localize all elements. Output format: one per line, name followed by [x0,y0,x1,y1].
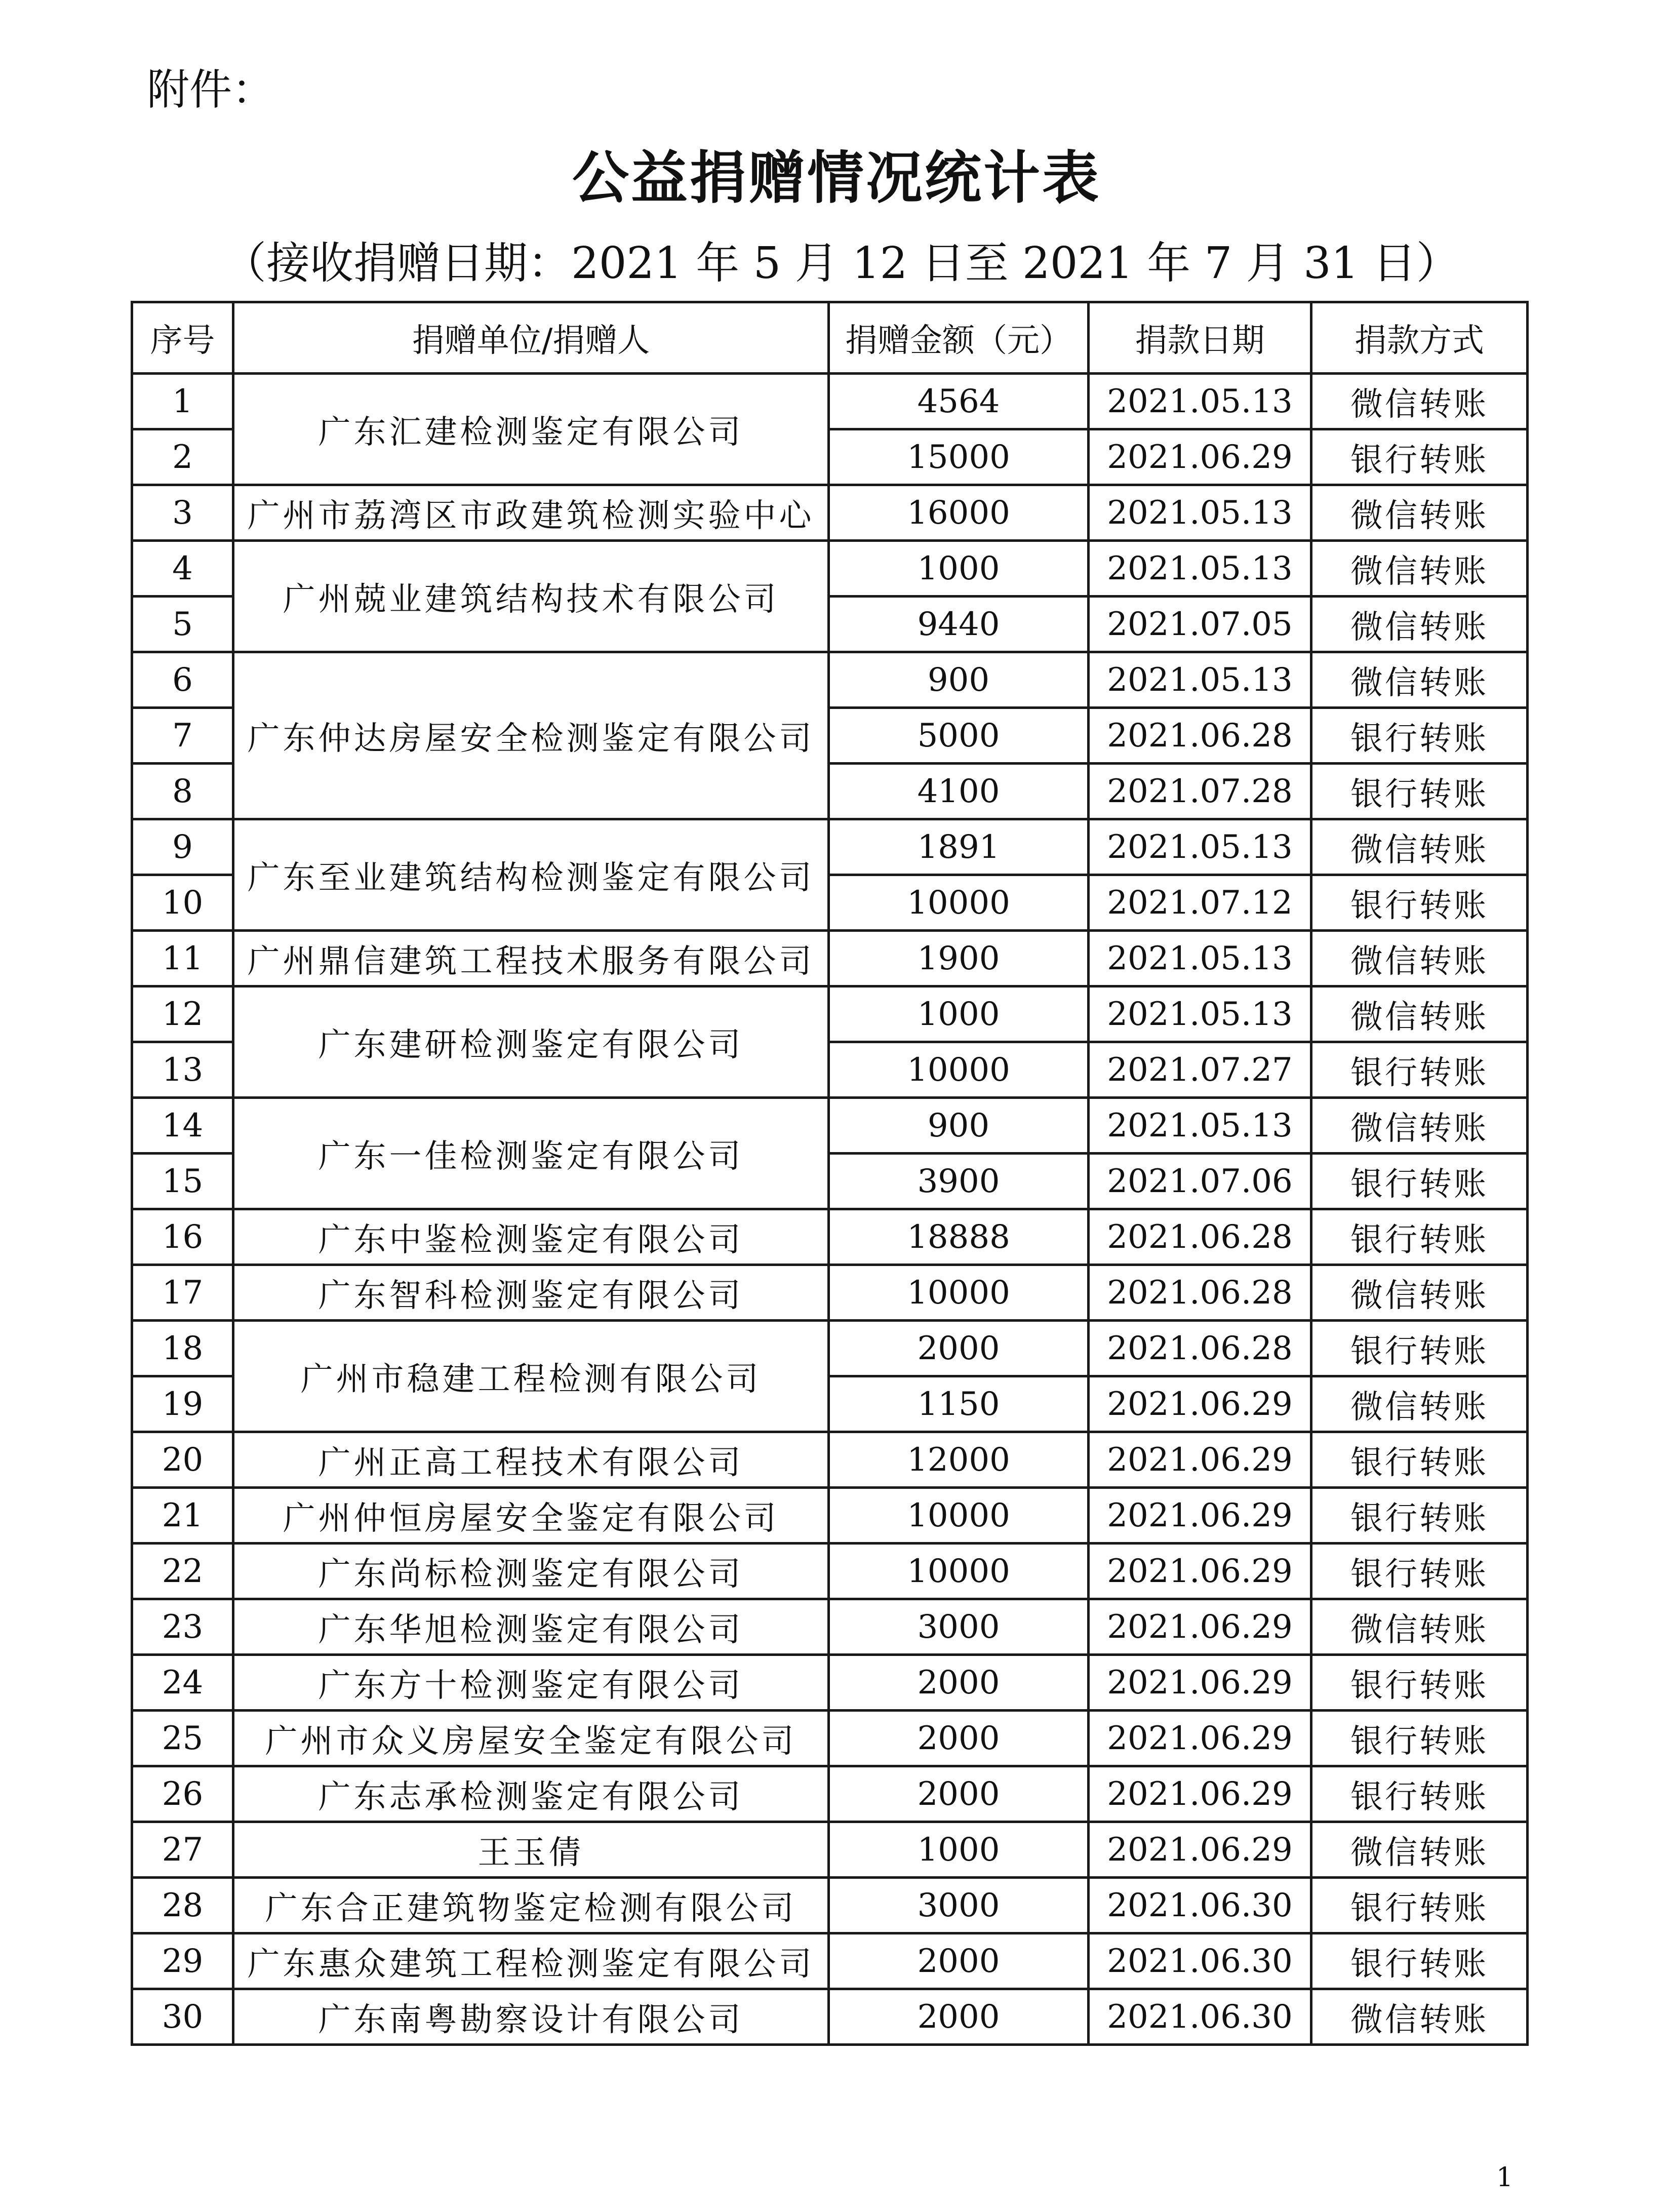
cell-amount: 1150 [829,1376,1089,1432]
page-number: 1 [1496,2162,1513,2193]
cell-date: 2021.07.12 [1089,875,1311,931]
cell-date: 2021.06.29 [1089,1376,1311,1432]
cell-amount: 2000 [829,1766,1089,1822]
cell-method: 微信转账 [1311,1599,1528,1655]
cell-amount: 10000 [829,1265,1089,1321]
cell-date: 2021.06.30 [1089,1989,1311,2045]
cell-amount: 1000 [829,541,1089,597]
table-row [132,1321,1528,1376]
table-row [132,1989,1528,2045]
table-row [132,986,1528,1042]
cell-no: 12 [132,986,233,1042]
column-header-donor: 捐赠单位/捐赠人 [233,302,829,374]
cell-no: 1 [132,374,233,429]
cell-no: 11 [132,931,233,986]
cell-method: 银行转账 [1311,1766,1528,1822]
cell-method: 微信转账 [1311,1376,1528,1432]
cell-donor: 广州正高工程技术有限公司 [233,1432,829,1488]
table-row [132,374,1528,429]
cell-amount: 10000 [829,875,1089,931]
cell-method: 银行转账 [1311,1154,1528,1209]
cell-amount: 900 [829,1098,1089,1154]
cell-method: 银行转账 [1311,1544,1528,1599]
cell-no: 4 [132,541,233,597]
cell-method: 银行转账 [1311,1042,1528,1098]
cell-method: 微信转账 [1311,485,1528,541]
cell-date: 2021.05.13 [1089,541,1311,597]
cell-no: 10 [132,875,233,931]
cell-method: 银行转账 [1311,1933,1528,1989]
cell-date: 2021.05.13 [1089,374,1311,429]
cell-date: 2021.05.13 [1089,931,1311,986]
cell-donor: 广东志承检测鉴定有限公司 [233,1766,829,1822]
cell-amount: 1900 [829,931,1089,986]
cell-method: 微信转账 [1311,1989,1528,2045]
cell-date: 2021.06.29 [1089,1544,1311,1599]
cell-date: 2021.05.13 [1089,819,1311,875]
column-header-no: 序号 [132,302,233,374]
cell-method: 银行转账 [1311,1488,1528,1544]
cell-no: 8 [132,764,233,819]
cell-date: 2021.07.28 [1089,764,1311,819]
cell-amount: 12000 [829,1432,1089,1488]
cell-no: 15 [132,1154,233,1209]
cell-no: 28 [132,1878,233,1933]
cell-no: 13 [132,1042,233,1098]
table-row [132,541,1528,597]
cell-donor: 广州市荔湾区市政建筑检测实验中心 [233,485,829,541]
column-header-date: 捐款日期 [1089,302,1311,374]
table-row [132,1878,1528,1933]
cell-donor: 广东汇建检测鉴定有限公司 [233,374,829,485]
cell-date: 2021.06.29 [1089,1432,1311,1488]
cell-date: 2021.06.29 [1089,1822,1311,1878]
cell-donor: 广州市稳建工程检测有限公司 [233,1321,829,1432]
cell-amount: 5000 [829,708,1089,764]
cell-no: 20 [132,1432,233,1488]
cell-amount: 18888 [829,1209,1089,1265]
cell-no: 21 [132,1488,233,1544]
table-body [132,374,1528,2045]
cell-date: 2021.06.28 [1089,1265,1311,1321]
cell-method: 微信转账 [1311,597,1528,652]
cell-no: 5 [132,597,233,652]
cell-date: 2021.07.27 [1089,1042,1311,1098]
cell-method: 微信转账 [1311,819,1528,875]
table-row [132,1209,1528,1265]
cell-donor: 广州兢业建筑结构技术有限公司 [233,541,829,652]
document-subtitle: （接收捐赠日期：2021 年 5 月 12 日至 2021 年 7 月 31 日） [223,238,1460,289]
cell-method: 银行转账 [1311,1655,1528,1711]
cell-amount: 9440 [829,597,1089,652]
cell-no: 6 [132,652,233,708]
cell-amount: 1000 [829,986,1089,1042]
cell-method: 微信转账 [1311,1822,1528,1878]
cell-donor: 广州市众义房屋安全鉴定有限公司 [233,1711,829,1766]
cell-no: 27 [132,1822,233,1878]
table-row [132,1766,1528,1822]
table-header-row [132,302,1528,374]
column-header-method: 捐款方式 [1311,302,1528,374]
cell-no: 24 [132,1655,233,1711]
table-row [132,819,1528,875]
cell-amount: 1891 [829,819,1089,875]
cell-amount: 10000 [829,1488,1089,1544]
cell-date: 2021.06.29 [1089,1711,1311,1766]
cell-date: 2021.05.13 [1089,986,1311,1042]
cell-amount: 2000 [829,1655,1089,1711]
cell-amount: 15000 [829,429,1089,485]
cell-method: 微信转账 [1311,652,1528,708]
cell-date: 2021.06.30 [1089,1878,1311,1933]
cell-method: 微信转账 [1311,541,1528,597]
cell-amount: 2000 [829,1989,1089,2045]
cell-amount: 10000 [829,1544,1089,1599]
cell-amount: 4100 [829,764,1089,819]
cell-no: 3 [132,485,233,541]
cell-donor: 广东仲达房屋安全检测鉴定有限公司 [233,652,829,819]
cell-method: 银行转账 [1311,1432,1528,1488]
cell-donor: 广东智科检测鉴定有限公司 [233,1265,829,1321]
cell-date: 2021.06.30 [1089,1933,1311,1989]
cell-date: 2021.06.29 [1089,429,1311,485]
cell-method: 银行转账 [1311,764,1528,819]
cell-donor: 广东中鉴检测鉴定有限公司 [233,1209,829,1265]
cell-no: 29 [132,1933,233,1989]
cell-donor: 广东建研检测鉴定有限公司 [233,986,829,1098]
cell-amount: 3000 [829,1599,1089,1655]
attachment-label: 附件： [147,65,275,114]
cell-date: 2021.06.29 [1089,1655,1311,1711]
cell-date: 2021.05.13 [1089,485,1311,541]
table-row [132,1098,1528,1154]
cell-method: 微信转账 [1311,1098,1528,1154]
table-row [132,1711,1528,1766]
cell-date: 2021.06.29 [1089,1766,1311,1822]
cell-method: 微信转账 [1311,931,1528,986]
cell-date: 2021.07.05 [1089,597,1311,652]
cell-donor: 广州仲恒房屋安全鉴定有限公司 [233,1488,829,1544]
cell-date: 2021.06.29 [1089,1488,1311,1544]
cell-no: 7 [132,708,233,764]
cell-amount: 3900 [829,1154,1089,1209]
table-row [132,1488,1528,1544]
cell-amount: 1000 [829,1822,1089,1878]
table-row [132,1265,1528,1321]
table-row [132,1432,1528,1488]
cell-donor: 广东方十检测鉴定有限公司 [233,1655,829,1711]
cell-amount: 3000 [829,1878,1089,1933]
donation-table [131,301,1529,2046]
table-row [132,931,1528,986]
cell-method: 银行转账 [1311,708,1528,764]
cell-method: 银行转账 [1311,875,1528,931]
table-row [132,1599,1528,1655]
cell-method: 银行转账 [1311,429,1528,485]
cell-date: 2021.06.29 [1089,1599,1311,1655]
cell-date: 2021.07.06 [1089,1154,1311,1209]
table-row [132,1655,1528,1711]
cell-no: 9 [132,819,233,875]
cell-no: 2 [132,429,233,485]
cell-date: 2021.05.13 [1089,652,1311,708]
cell-donor: 王玉倩 [233,1822,829,1878]
cell-amount: 4564 [829,374,1089,429]
cell-amount: 900 [829,652,1089,708]
cell-donor: 广东惠众建筑工程检测鉴定有限公司 [233,1933,829,1989]
table-row [132,1933,1528,1989]
cell-no: 14 [132,1098,233,1154]
cell-no: 18 [132,1321,233,1376]
table-row [132,485,1528,541]
cell-no: 23 [132,1599,233,1655]
cell-donor: 广东南粤勘察设计有限公司 [233,1989,829,2045]
table-row [132,1822,1528,1878]
cell-no: 22 [132,1544,233,1599]
cell-date: 2021.06.28 [1089,708,1311,764]
cell-donor: 广东华旭检测鉴定有限公司 [233,1599,829,1655]
cell-donor: 广州鼎信建筑工程技术服务有限公司 [233,931,829,986]
cell-no: 30 [132,1989,233,2045]
document-title: 公益捐赠情况统计表 [572,145,1101,211]
cell-method: 微信转账 [1311,1265,1528,1321]
cell-amount: 2000 [829,1933,1089,1989]
cell-donor: 广东合正建筑物鉴定检测有限公司 [233,1878,829,1933]
cell-amount: 2000 [829,1711,1089,1766]
cell-amount: 10000 [829,1042,1089,1098]
cell-no: 25 [132,1711,233,1766]
cell-no: 26 [132,1766,233,1822]
cell-donor: 广东一佳检测鉴定有限公司 [233,1098,829,1209]
cell-amount: 2000 [829,1321,1089,1376]
cell-method: 微信转账 [1311,374,1528,429]
cell-no: 19 [132,1376,233,1432]
cell-donor: 广东至业建筑结构检测鉴定有限公司 [233,819,829,931]
cell-date: 2021.05.13 [1089,1098,1311,1154]
cell-date: 2021.06.28 [1089,1209,1311,1265]
table-row [132,652,1528,708]
cell-no: 17 [132,1265,233,1321]
cell-method: 微信转账 [1311,986,1528,1042]
cell-donor: 广东尚标检测鉴定有限公司 [233,1544,829,1599]
cell-amount: 16000 [829,485,1089,541]
cell-method: 银行转账 [1311,1711,1528,1766]
cell-date: 2021.06.28 [1089,1321,1311,1376]
cell-method: 银行转账 [1311,1321,1528,1376]
table-row [132,1544,1528,1599]
column-header-amount: 捐赠金额（元） [829,302,1089,374]
cell-method: 银行转账 [1311,1878,1528,1933]
cell-no: 16 [132,1209,233,1265]
cell-method: 银行转账 [1311,1209,1528,1265]
